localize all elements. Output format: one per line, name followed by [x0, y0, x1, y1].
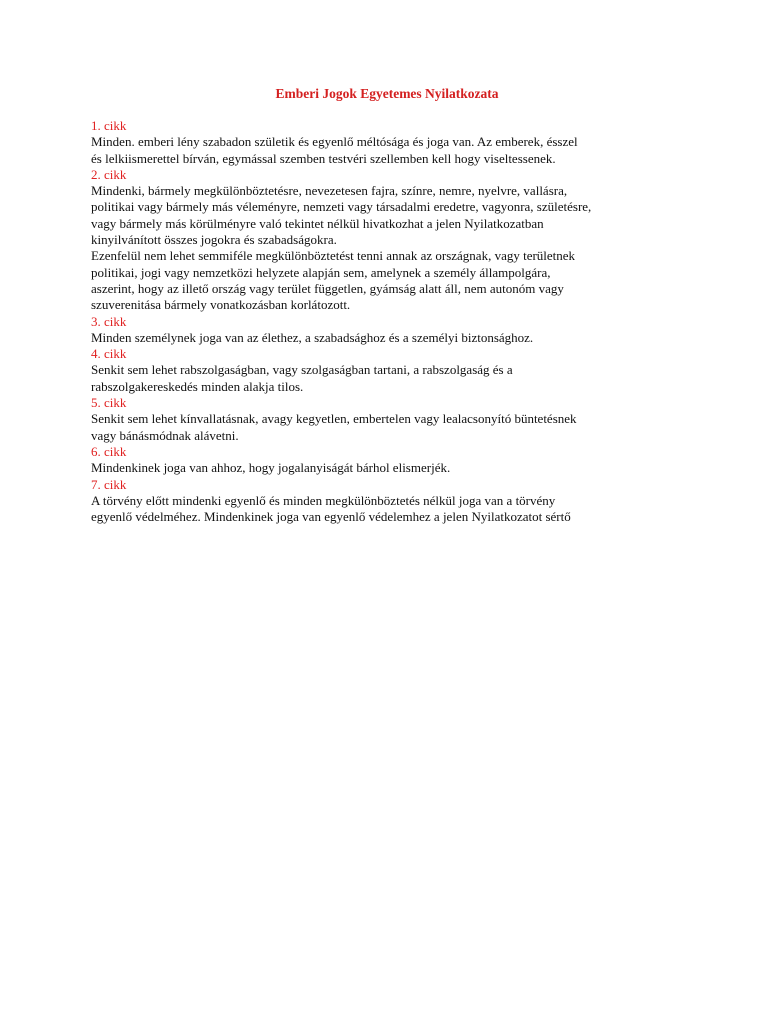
article-6 [91, 444, 683, 477]
article-heading: 2. cikk [91, 166, 127, 182]
article-4 [91, 346, 683, 395]
article-text-line: Ezenfelül nem lehet semmiféle megkülönböztetést tenni annak az országnak, vagy területnek [91, 248, 576, 264]
article-3 [91, 314, 683, 347]
article-text-line: vagy bánásmódnak alávetni. [91, 427, 239, 443]
article-text-line: és lelkiismerettel bírván, egymással szemben testvéri szellemben kell hogy viseltessenek. [91, 150, 556, 166]
article-text-line: A törvény előtt mindenki egyenlő és minden megkülönböztetés nélkül joga van a törvény [91, 492, 556, 508]
article-1 [91, 118, 683, 167]
document-body [91, 86, 683, 525]
article-text-line: politikai vagy bármely más véleményre, nemzeti vagy társadalmi eredetre, vagyonra, születésre, [91, 199, 592, 215]
article-text-line: kinyilvánított összes jogokra és szabadságokra. [91, 232, 337, 248]
article-heading: 7. cikk [91, 476, 127, 492]
document-title: Emberi Jogok Egyetemes Nyilatkozata [275, 86, 499, 101]
article-2 [91, 167, 683, 314]
article-text-line: Minden személynek joga van az élethez, a szabadsághoz és a személyi biztonsághoz. [91, 329, 534, 345]
article-text-line: Senkit sem lehet kínvallatásnak, avagy kegyetlen, embertelen vagy lealacsonyító büntetésnek [91, 411, 577, 427]
article-text-line: Mindenkinek joga van ahhoz, hogy jogalanyiságát bárhol elismerjék. [91, 460, 451, 476]
article-text-line: vagy bármely más körülményre való tekintet nélkül hivatkozhat a jelen Nyilatkozatban [91, 215, 544, 231]
article-text-line: rabszolgakereskedés minden alakja tilos. [91, 378, 304, 394]
article-7 [91, 477, 683, 526]
article-5 [91, 395, 683, 444]
article-heading: 6. cikk [91, 443, 127, 459]
article-text-line: Senkit sem lehet rabszolgaságban, vagy szolgaságban tartani, a rabszolgaság és a [91, 362, 513, 378]
article-text-line: Minden. emberi lény szabadon születik és egyenlő méltósága és joga van. Az emberek, ésszel [91, 134, 578, 150]
article-text-line: Mindenki, bármely megkülönböztetésre, nevezetesen fajra, színre, nemre, nyelvre, vallásra, [91, 183, 568, 199]
article-heading: 3. cikk [91, 313, 127, 329]
article-text-line: egyenlő védelméhez. Mindenkinek joga van egyenlő védelemhez a jelen Nyilatkozatot sértő [91, 509, 571, 525]
article-text-line: aszerint, hogy az illető ország vagy terület független, gyámság alatt áll, nem autonóm vagy [91, 280, 564, 296]
article-heading: 1. cikk [91, 118, 127, 133]
article-text-line: szuverenitása bármely vonatkozásban korlátozott. [91, 297, 351, 313]
article-text-line: politikai, jogi vagy nemzetközi helyzete alapján sem, amelynek a személy állampolgára, [91, 264, 551, 280]
article-heading: 4. cikk [91, 346, 127, 362]
article-heading: 5. cikk [91, 395, 127, 411]
